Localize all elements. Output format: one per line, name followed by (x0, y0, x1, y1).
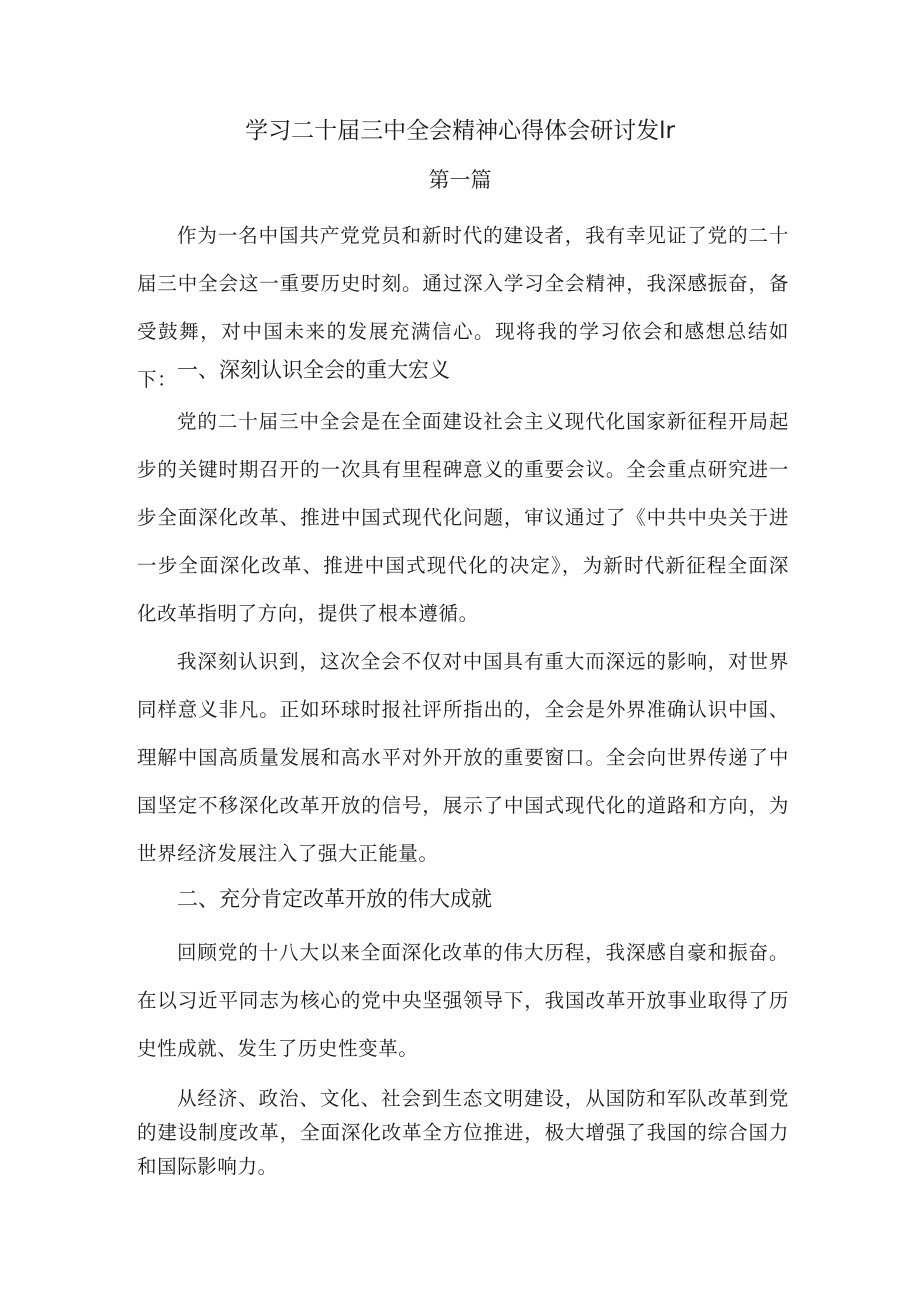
section2-paragraph-2: 从经济、政治、文化、社会到生态文明建设，从国防和军队改革到党的建设制度改革，全面深化改革全方位推进，极大增强了我国的综合国力和国际影响力。 (137, 1087, 789, 1178)
section-heading-2: 二、充分肯定改革开放的伟大成就 (177, 887, 492, 911)
section-heading-1: 一、深刻认识全会的重大宏义 (177, 358, 450, 382)
section1-paragraph-2: 我深刻认识到，这次全会不仅对中国具有重大而深远的影响，对世界同样意义非凡。正如环球时报社评所指出的，全会是外界准确认识中国、理解中国高质量发展和高水平对外开放的重要窗口。全会向世界传递了中国坚定不移深化改革开放的信号，展示了中国式现代化的道路和方向，为世界经济发展注入了强大正能量。 (137, 650, 789, 865)
document-title: 学习二十届三中全会精神心得体会研讨发lr (245, 118, 675, 144)
document-subtitle: 第一篇 (428, 168, 492, 192)
section1-paragraph-1: 党的二十届三中全会是在全面建设社会主义现代化国家新征程开局起步的关键时期召开的一次具有里程碑意义的重要会议。全会重点研究进一步全面深化改革、推进中国式现代化问题，审议通过了《中共中央关于进一步全面深化改革、推进中国式现代化的决定》，为新时代新征程全面深化改革指明了方向，提供了根本遵循。 (137, 410, 789, 625)
intro-paragraph: 作为一名中国共产党党员和新时代的建设者，我有幸见证了党的二十届三中全会这一重要历史时刻。通过深入学习全会精神，我深感振奋，备受鼓舞，对中国未来的发展充满信心。现将我的学习依会和感想总结如下： (137, 224, 789, 391)
section2-paragraph-1: 回顾党的十八大以来全面深化改革的伟大历程，我深感自豪和振奋。在以习近平同志为核心的党中央坚强领导下，我国改革开放事业取得了历史性成就、发生了历史性变革。 (137, 941, 789, 1060)
